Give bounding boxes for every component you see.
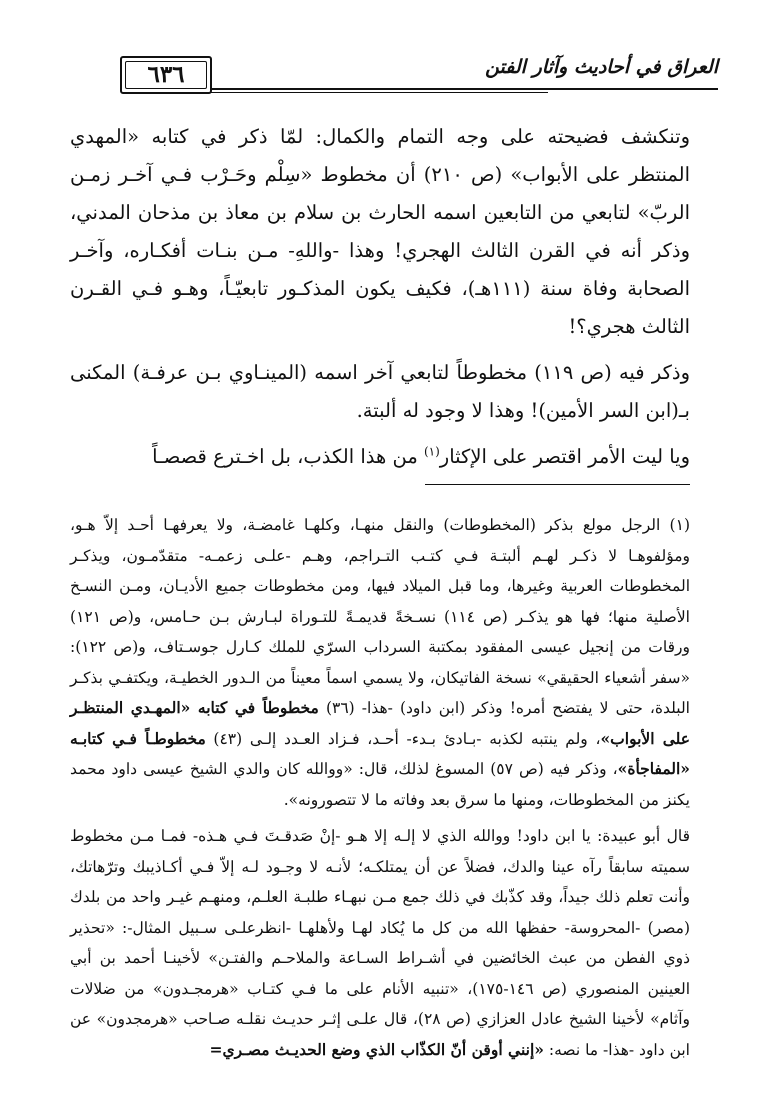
paragraph-3-text-start: ويا ليت الأمر اقتصر على الإكثار bbox=[439, 445, 690, 468]
main-text bbox=[70, 118, 690, 476]
main-paragraph-2: وذكر فيه (ص ١١٩) مخطوطاً لتابعي آخر اسمه (المينـاوي بـن عرفـة) المكنى بـ(ابن السر الأمين)! وهذا لا وجود له ألبتة. bbox=[70, 361, 690, 422]
main-paragraph-1: وتنكشف فضيحته على وجه التمام والكمال: لمّا ذكر في كتابه «المهدي المنتظر على الأبواب» (ص ٢١٠) أن مخطوط «سِلْم وحَـرْب فـي آخـر زمـن الربّ» لتابعي من التابعين اسمه الحارث بن سلام بن معاذ بن مذحان المدني، وذكر أنه في القرن الثالث الهجري! وهذا -واللهِ- مـن بنـات أفكـاره، وآخـر الصحابة وفاة سنة (١١١هـ)، فكيف يكون المذكـور تابعيّـاً، وهـو فـي القـرن الثالث هجري؟! bbox=[70, 125, 690, 338]
page-number-frame bbox=[120, 56, 212, 94]
paragraph-3-text-end: من هذا الكذب، بل اخـترع قصصـاً bbox=[152, 445, 424, 468]
page-header bbox=[130, 52, 718, 98]
header-rule bbox=[130, 88, 718, 90]
page-number: ٦٣٦ bbox=[147, 61, 185, 88]
footnote-2-bold-quote: «إنني أوقن أنّ الكذّاب الذي وضع الحديـث مصـري= bbox=[209, 1039, 544, 1059]
footnote-1-bold-1: مخطوطاً في كتابه «المهـدي المنتظـر على الأبواب» bbox=[70, 698, 690, 748]
footnote-1-part-1: (١) الرجل مولع بذكر (المخطوطات) والنقل منهـا، وكلهـا غامضـة، ولا يعرفهـا أحـد إلاّ هـو، ومؤلفوهـا لا ذكـر لهـم ألبتـة فـي كتـب التـراجم، وهـم -علـى زعمـه- متقدّمـون، ويذكـر المخطوطات العربية وغيرها، وما قبل الميلاد فيها، ومن مخطوطات جميع الأديـان، ومـن النسـخ الأصلية منها؛ فها هو يذكـر (ص ١١٤) نسـخةً قديمـةً للتـوراة لبـارش بـن حـامس، و(ص ١٢١) ورقات من إنجيل عيسى المفقود بمكتبة السرداب السرّي للملك كـارل جوسـتاف، و(ص ١٢٢): «سفر أشعياء الحقيقي» نسخة الفاتيكان، ولا يسمي اسماً معيناً من الـدور الخطيـة، ويكتفـي بذكـر البلدة، حتى لا يفتضح أمره! وذكر (ابن داود) -هذا- (٣٦) bbox=[70, 516, 690, 717]
running-title: العراق في أحاديث وآثار الفتن bbox=[477, 56, 718, 78]
footnote-1-part-2: ، ولم ينتبه لكذبه -بـادئ بـدء- أحـد، فـزاد العـدد إلـى (٤٣) bbox=[205, 729, 601, 748]
footnote-1 bbox=[70, 510, 690, 815]
footnote-1-part-3: ، وذكر فيه (ص ٥٧) المسوغ لذلك، قال: «ووالله كان والدي الشيخ عيسى داود محمد يكنز من المخطوطات، ومنها ما سرق بعد وفاته ما لا تتصورونه». bbox=[70, 760, 690, 809]
footnote-reference[interactable]: (١) bbox=[423, 444, 440, 459]
main-paragraph-3 bbox=[70, 438, 690, 476]
footnote-2-text: قال أبو عبيدة: يا ابن داود! ووالله الذي لا إلـه إلا هـو -إنْ صَدقـتَ فـي هـذه- فمـا مـن مخطوط سميته سابقاً رآه عينا والدك، فضلاً عن أن يمتلكـه؛ لأنـه لا وجـود لـه إلاّ فـي أكـاذيبك وترّهاتك، وأنت تعلم ذلك جيداً، وقد كذّبك في ذلك جمع مـن نبهـاء طلبـة العلـم، ومنهـم غيـر واحد من بلدك (مصر) -المحروسة- حفظها الله من كل ما يُكاد لهـا ولأهلهـا -انظرعلـى سـبيل المثال-: «تحذير ذوي الفطن من عبث الخائضين في أشـراط السـاعة والملاحـم والفتـن» لأخينـا أحمد بن أبي العينين المنصوري (ص ١٤٦-١٧٥)، «تنبيه الأنام على ما فـي كتـاب «هرمجـدون» من ضلالات وآثام» لأخينا الشيخ عادل العزازي (ص ٢٨)، قال علـى إثـر حديـث نقلـه صـاحب «هرمجدون» عن ابن داود -هذا- ما نصه: bbox=[70, 827, 691, 1059]
footnote-1-continued bbox=[70, 821, 690, 1065]
footnote-1-bold-2: مخطوطـاً فـي كتابـه «المفاجأة» bbox=[70, 728, 690, 778]
footnote-separator bbox=[425, 484, 690, 485]
footnotes bbox=[70, 510, 690, 1065]
